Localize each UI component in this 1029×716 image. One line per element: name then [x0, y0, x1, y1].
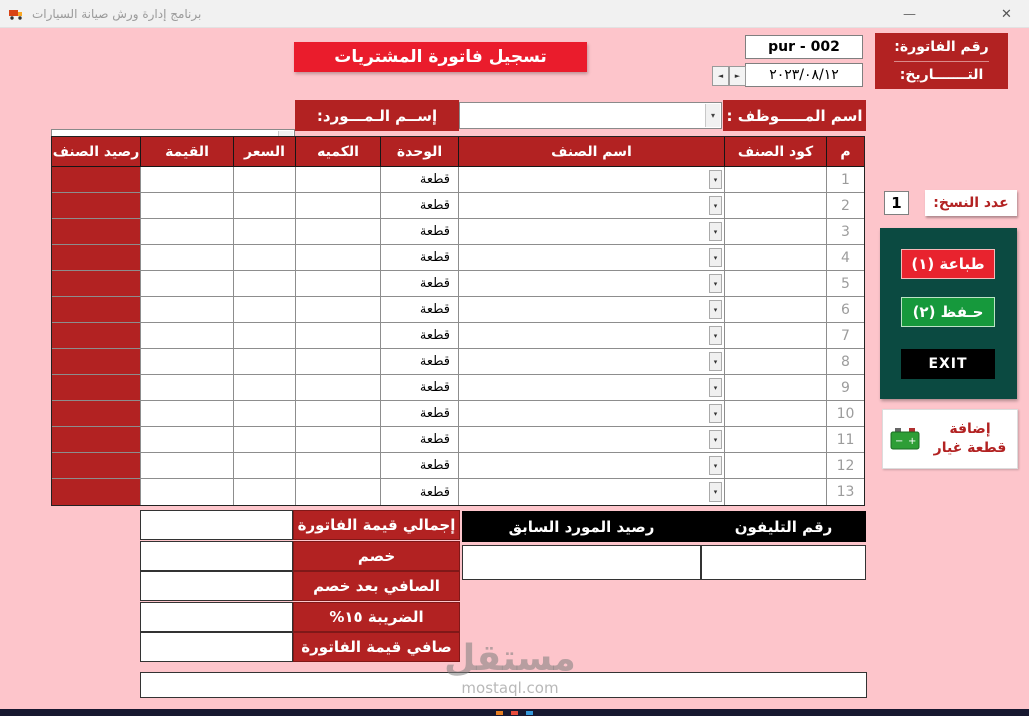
item-unit-cell[interactable]: قطعة: [381, 297, 459, 323]
copies-label: عدد النسخ:: [925, 190, 1017, 216]
item-value-cell[interactable]: [141, 193, 234, 219]
actions-panel: [880, 228, 1017, 399]
table-row: [52, 323, 864, 349]
item-name-combo[interactable]: [459, 297, 725, 323]
row-number-cell: 9: [827, 375, 864, 401]
net-after-discount-row: [140, 571, 460, 601]
item-value-cell[interactable]: [141, 349, 234, 375]
chevron-down-icon[interactable]: ▾: [709, 404, 722, 423]
app-truck-icon: [8, 7, 24, 21]
discount-field[interactable]: [140, 541, 293, 571]
item-price-cell[interactable]: [234, 401, 296, 427]
item-balance-cell: [52, 167, 141, 193]
row-number-cell: 10: [827, 401, 864, 427]
chevron-down-icon[interactable]: ▾: [709, 196, 722, 215]
item-balance-cell: [52, 271, 141, 297]
invoice-number-field[interactable]: pur - 002: [745, 35, 863, 59]
table-row: [52, 245, 864, 271]
item-price-cell[interactable]: [234, 167, 296, 193]
phone-header: رقم التليفون: [701, 511, 866, 542]
svg-text:−: −: [895, 436, 904, 447]
table-row: [52, 167, 864, 193]
window-title: برنامج إدارة ورش صيانة السيارات: [32, 6, 202, 21]
svg-text:+: +: [908, 436, 917, 447]
item-code-cell[interactable]: [725, 167, 827, 193]
table-row: [52, 375, 864, 401]
item-balance-cell: [52, 349, 141, 375]
item-price-cell[interactable]: [234, 453, 296, 479]
item-balance-cell: [52, 219, 141, 245]
copies-input[interactable]: 1: [884, 191, 909, 215]
save-button[interactable]: حـفظ (٢): [901, 297, 995, 327]
item-name-combo[interactable]: [459, 453, 725, 479]
taskbar-icon: [511, 711, 518, 715]
item-qty-cell[interactable]: [296, 479, 381, 505]
page-title: تسجيل فاتورة المشتريات: [294, 42, 587, 72]
table-row: [52, 453, 864, 479]
table-row: [52, 427, 864, 453]
table-row: [52, 349, 864, 375]
item-qty-cell[interactable]: [296, 219, 381, 245]
item-code-cell[interactable]: [725, 479, 827, 505]
date-label: التـــــــاريخ:: [899, 67, 984, 84]
exit-button[interactable]: EXIT: [901, 349, 995, 379]
employee-combo-value: [464, 103, 701, 128]
item-unit-cell[interactable]: قطعة: [381, 323, 459, 349]
item-code-cell[interactable]: [725, 219, 827, 245]
row-number-cell: 11: [827, 427, 864, 453]
item-unit-cell[interactable]: قطعة: [381, 245, 459, 271]
item-name-combo[interactable]: [459, 375, 725, 401]
item-name-combo[interactable]: [459, 323, 725, 349]
item-price-cell[interactable]: [234, 219, 296, 245]
item-price-cell[interactable]: [234, 297, 296, 323]
row-number-cell: 12: [827, 453, 864, 479]
employee-combo[interactable]: [459, 102, 722, 129]
net-invoice-value-label: صافي قيمة الفاتورة: [293, 632, 460, 662]
chevron-down-icon[interactable]: ▾: [705, 104, 720, 127]
battery-icon: [883, 424, 927, 454]
net-invoice-value-field[interactable]: [140, 632, 293, 662]
item-name-combo[interactable]: [459, 193, 725, 219]
chevron-down-icon[interactable]: ▾: [709, 482, 722, 502]
item-qty-cell[interactable]: [296, 323, 381, 349]
item-code-cell[interactable]: [725, 245, 827, 271]
table-row: [52, 401, 864, 427]
item-code-cell[interactable]: [725, 427, 827, 453]
item-name-combo[interactable]: [459, 245, 725, 271]
header-unit: الوحدة: [381, 137, 459, 167]
date-field[interactable]: ٢٠٢٣/٠٨/١٢: [745, 63, 863, 87]
item-code-cell[interactable]: [725, 271, 827, 297]
chevron-down-icon[interactable]: ▾: [709, 456, 722, 475]
row-number-cell: 4: [827, 245, 864, 271]
item-balance-cell: [52, 401, 141, 427]
add-spare-part-label: إضافة قطعة غيار: [933, 421, 1007, 456]
item-code-cell[interactable]: [725, 401, 827, 427]
header-item-code: كود الصنف: [725, 137, 827, 167]
tax-field[interactable]: [140, 602, 293, 632]
header-item-name: اسم الصنف: [459, 137, 725, 167]
previous-balance-field[interactable]: [462, 545, 701, 580]
titlebar: [0, 0, 1029, 28]
item-qty-cell[interactable]: [296, 245, 381, 271]
chevron-down-icon[interactable]: ▾: [709, 274, 722, 293]
item-value-cell[interactable]: [141, 245, 234, 271]
invoice-total-row: [140, 510, 460, 540]
item-unit-cell[interactable]: قطعة: [381, 401, 459, 427]
item-price-cell[interactable]: [234, 349, 296, 375]
item-value-cell[interactable]: [141, 297, 234, 323]
item-code-cell[interactable]: [725, 193, 827, 219]
watermark-subtitle: mostaql.com: [461, 679, 559, 697]
items-table-header: [52, 137, 864, 167]
item-code-cell[interactable]: [725, 349, 827, 375]
row-number-cell: 8: [827, 349, 864, 375]
item-unit-cell[interactable]: قطعة: [381, 375, 459, 401]
add-spare-part-button[interactable]: [882, 409, 1018, 469]
header-price: السعر: [234, 137, 296, 167]
chevron-down-icon[interactable]: ▾: [709, 222, 722, 241]
item-unit-cell[interactable]: قطعة: [381, 479, 459, 505]
header-value: القيمة: [141, 137, 234, 167]
minimize-button[interactable]: —: [903, 6, 916, 22]
table-row: [52, 271, 864, 297]
item-value-cell[interactable]: [141, 375, 234, 401]
item-price-cell[interactable]: [234, 427, 296, 453]
item-balance-cell: [52, 297, 141, 323]
item-unit-cell[interactable]: قطعة: [381, 349, 459, 375]
table-row: [52, 219, 864, 245]
supplier-label: إســم الـمـــورد:: [295, 100, 459, 131]
row-number-cell: 5: [827, 271, 864, 297]
phone-field[interactable]: [701, 545, 866, 580]
item-qty-cell[interactable]: [296, 453, 381, 479]
item-price-cell[interactable]: [234, 479, 296, 505]
taskbar-icon: [526, 711, 533, 715]
chevron-down-icon[interactable]: ▾: [709, 430, 722, 449]
row-number-cell: 3: [827, 219, 864, 245]
close-button[interactable]: ✕: [1001, 6, 1012, 22]
discount-label: خصم: [293, 541, 460, 571]
item-name-combo[interactable]: [459, 167, 725, 193]
notes-field[interactable]: [140, 672, 867, 698]
date-next-button[interactable]: ►: [729, 66, 746, 86]
chevron-down-icon[interactable]: ▾: [709, 170, 722, 189]
item-qty-cell[interactable]: [296, 167, 381, 193]
chevron-down-icon[interactable]: ▾: [709, 248, 722, 267]
item-code-cell[interactable]: [725, 323, 827, 349]
item-balance-cell: [52, 193, 141, 219]
previous-balance-header: رصيد المورد السابق: [462, 511, 701, 542]
net-invoice-value-row: [140, 632, 460, 662]
item-name-combo[interactable]: [459, 219, 725, 245]
item-balance-cell: [52, 375, 141, 401]
item-qty-cell[interactable]: [296, 271, 381, 297]
item-code-cell[interactable]: [725, 453, 827, 479]
header-quantity: الكميه: [296, 137, 381, 167]
item-code-cell[interactable]: [725, 375, 827, 401]
item-name-combo[interactable]: [459, 271, 725, 297]
item-value-cell[interactable]: [141, 401, 234, 427]
chevron-down-icon[interactable]: ▾: [709, 300, 722, 319]
table-row: [52, 297, 864, 323]
table-row: [52, 193, 864, 219]
item-balance-cell: [52, 453, 141, 479]
chevron-down-icon[interactable]: ▾: [709, 378, 722, 397]
item-price-cell[interactable]: [234, 193, 296, 219]
item-qty-cell[interactable]: [296, 297, 381, 323]
item-unit-cell[interactable]: قطعة: [381, 219, 459, 245]
net-after-discount-field[interactable]: [140, 571, 293, 601]
taskbar-icon: [496, 711, 503, 715]
item-unit-cell[interactable]: قطعة: [381, 427, 459, 453]
item-price-cell[interactable]: [234, 245, 296, 271]
taskbar-sliver: [0, 709, 1029, 716]
row-number-cell: 2: [827, 193, 864, 219]
item-value-cell[interactable]: [141, 219, 234, 245]
date-prev-button[interactable]: ◄: [712, 66, 729, 86]
items-table-body: [52, 167, 864, 505]
invoice-total-field[interactable]: [140, 510, 293, 540]
item-value-cell[interactable]: [141, 323, 234, 349]
item-unit-cell[interactable]: قطعة: [381, 193, 459, 219]
item-qty-cell[interactable]: [296, 349, 381, 375]
item-name-combo[interactable]: [459, 401, 725, 427]
item-qty-cell[interactable]: [296, 427, 381, 453]
row-number-cell: 1: [827, 167, 864, 193]
item-unit-cell[interactable]: قطعة: [381, 271, 459, 297]
watermark-title: مستقل: [444, 638, 576, 679]
tax-label: الضريبة ١٥%: [293, 602, 460, 632]
row-number-cell: 7: [827, 323, 864, 349]
tax-row: [140, 602, 460, 632]
chevron-down-icon[interactable]: ▾: [709, 352, 722, 371]
item-balance-cell: [52, 479, 141, 505]
invoice-total-label: إجمالي قيمة الفاتورة: [293, 510, 460, 540]
item-qty-cell[interactable]: [296, 193, 381, 219]
items-table: [51, 136, 865, 506]
item-value-cell[interactable]: [141, 479, 234, 505]
item-qty-cell[interactable]: [296, 375, 381, 401]
invoice-date-labels: [875, 33, 1008, 89]
header-item-balance: رصيد الصنف: [52, 137, 141, 167]
discount-row: [140, 541, 460, 571]
item-price-cell[interactable]: [234, 271, 296, 297]
item-name-combo[interactable]: [459, 427, 725, 453]
item-value-cell[interactable]: [141, 167, 234, 193]
item-balance-cell: [52, 427, 141, 453]
item-unit-cell[interactable]: قطعة: [381, 453, 459, 479]
item-balance-cell: [52, 245, 141, 271]
item-value-cell[interactable]: [141, 427, 234, 453]
item-name-combo[interactable]: [459, 479, 725, 505]
item-balance-cell: [52, 323, 141, 349]
item-value-cell[interactable]: [141, 453, 234, 479]
item-value-cell[interactable]: [141, 271, 234, 297]
item-code-cell[interactable]: [725, 297, 827, 323]
employee-label: اسم المـــــوظف :: [723, 100, 866, 131]
header-row-no: م: [827, 137, 864, 167]
invoice-number-label: رقم الفاتورة:: [894, 33, 988, 62]
net-after-discount-label: الصافي بعد خصم: [293, 571, 460, 601]
row-number-cell: 6: [827, 297, 864, 323]
chevron-down-icon[interactable]: ▾: [709, 326, 722, 345]
item-price-cell[interactable]: [234, 375, 296, 401]
table-row: [52, 479, 864, 505]
item-unit-cell[interactable]: قطعة: [381, 167, 459, 193]
row-number-cell: 13: [827, 479, 864, 505]
print-button[interactable]: طباعة (١): [901, 249, 995, 279]
item-name-combo[interactable]: [459, 349, 725, 375]
item-price-cell[interactable]: [234, 323, 296, 349]
item-qty-cell[interactable]: [296, 401, 381, 427]
